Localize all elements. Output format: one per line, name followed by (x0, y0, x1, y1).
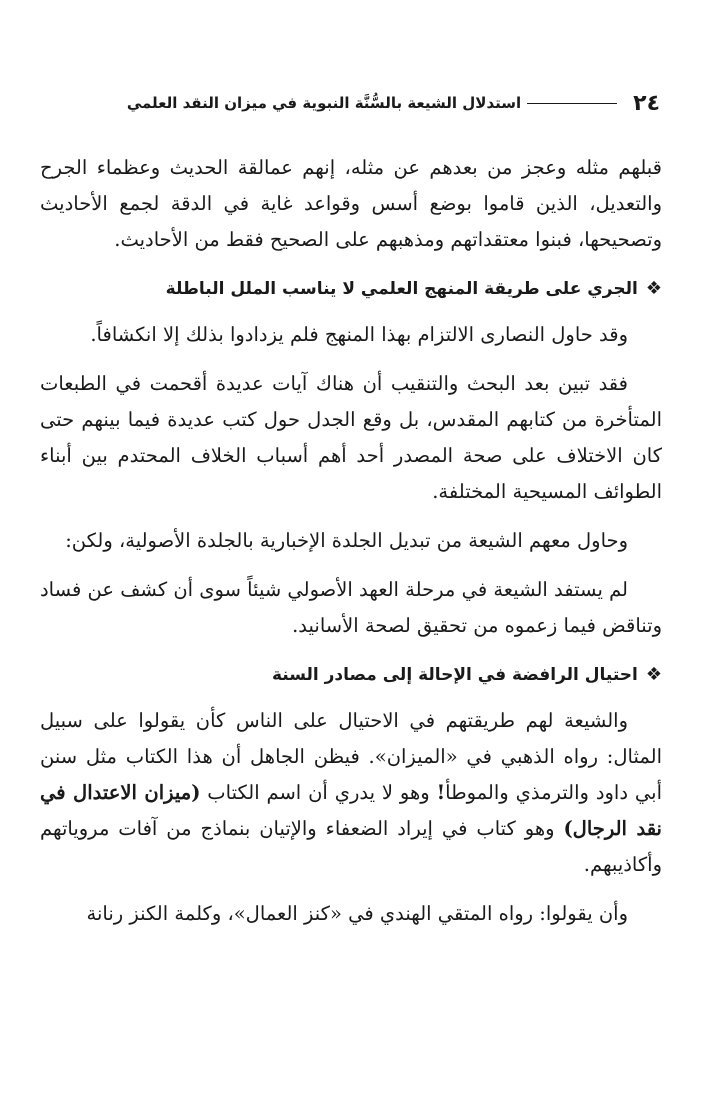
page-header (40, 86, 660, 120)
paragraph: لم يستفد الشيعة في مرحلة العهد الأصولي شيئاً سوى أن كشف عن فساد وتناقض فيما زعموه من تحقيق لصحة الأسانيد. (40, 578, 662, 637)
running-title: استدلال الشيعة بالسُّنَّة النبوية في ميزان النقد العلمي (126, 94, 522, 112)
paragraph-text: وهو لا يدري أن اسم الكتاب (200, 781, 437, 804)
section-heading (40, 657, 662, 693)
header-rule (527, 103, 617, 104)
heading-text: احتيال الرافضة في الإحالة إلى مصادر السنة (271, 665, 638, 685)
ornament-icon: ❖ (645, 278, 662, 299)
paragraph-text: وهو كتاب في إيراد الضعفاء والإتيان بنماذج من آفات مروياتهم وأكاذيبهم. (40, 817, 662, 876)
paragraph: وقد حاول النصارى الالتزام بهذا المنهج فلم يزدادوا بذلك إلا انكشافاً. (90, 323, 628, 346)
paragraph: وحاول معهم الشيعة من تبديل الجلدة الإخبارية بالجلدة الأصولية، ولكن: (65, 529, 628, 552)
heading-text: الجري على طريقة المنهج العلمي لا يناسب الملل الباطلة (165, 279, 638, 299)
page-body (40, 150, 662, 945)
section-heading (40, 271, 662, 307)
book-title: (ميزان الاعتدال في نقد الرجال) (40, 781, 662, 840)
ornament-icon: ❖ (645, 664, 662, 685)
page-number: ٢٤ (633, 90, 660, 116)
paragraph: وأن يقولوا: رواه المتقي الهندي في «كنز العمال»، وكلمة الكنز رنانة (86, 902, 628, 925)
paragraph: فقد تبين بعد البحث والتنقيب أن هناك آيات عديدة أقحمت في الطبعات المتأخرة من كتابهم المقدس، بل وقع الجدل حول كتب عديدة فيما بينهم حتى كان الاختلاف على صحة المصدر أحد أهم أسباب الخلاف المحتدم بين أبناء الطوائف المسيحية المختلفة. (40, 372, 662, 503)
paragraph: قبلهم مثله وعجز من بعدهم عن مثله، إنهم عمالقة الحديث وعظماء الجرح والتعديل، الذين قاموا بوضع أسس وقواعد غاية في الدقة لجمع الأحاديث وتصحيحها، فبنوا معتقداتهم ومذهبهم على الصحيح فقط من الأحاديث. (40, 156, 662, 251)
exclamation-mark: ! (436, 781, 446, 804)
paragraph (40, 703, 662, 883)
paragraph-text: والشيعة لهم طريقتهم في الاحتيال على الناس كأن يقولوا على سبيل المثال: رواه الذهبي في «الميزان». فيظن الجاهل أن هذا الكتاب مثل سنن أبي داود والترمذي والموطأ (40, 709, 662, 804)
